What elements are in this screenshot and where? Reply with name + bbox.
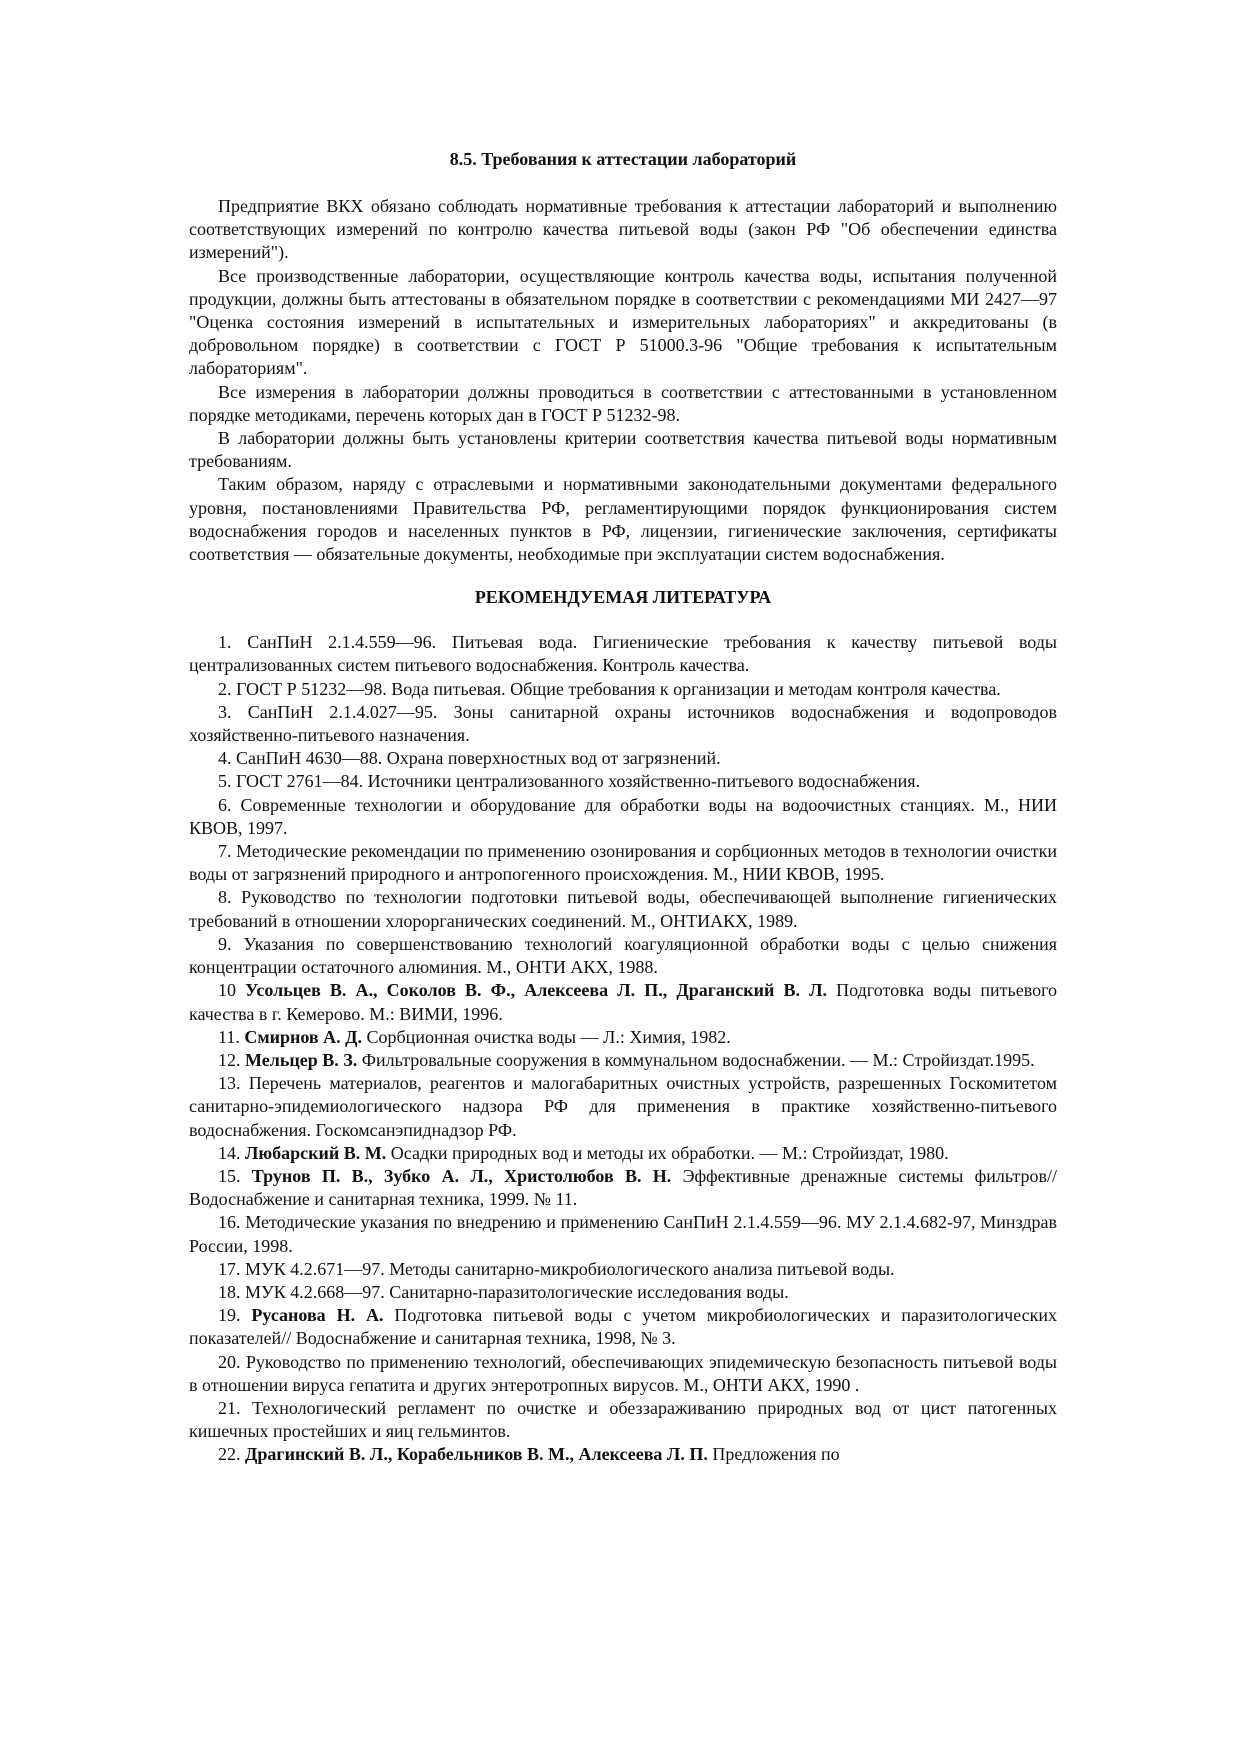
reference-text: Методические рекомендации по применению озонирования и сорбционных методов в технологии очистки воды от загрязнений природного и антропогенного происхождения. М., НИИ КВОВ, 1995. bbox=[189, 841, 1058, 885]
section-title: 8.5. Требования к аттестации лабораторий bbox=[449, 149, 797, 169]
reference-number: 17. bbox=[218, 1258, 241, 1279]
reference-item bbox=[189, 1397, 1057, 1443]
reference-text: Сорбционная очистка воды — Л.: Химия, 1982. bbox=[366, 1026, 731, 1047]
reference-item bbox=[189, 979, 1057, 1025]
reference-text: Фильтровальные сооружения в коммунальном водоснабжении. — М.: Стройиздат.1995. bbox=[361, 1049, 1035, 1070]
reference-item bbox=[189, 678, 1057, 701]
reference-number: 5. bbox=[218, 771, 232, 792]
paragraph: В лаборатории должны быть установлены критерии соответствия качества питьевой воды нормативным требованиям. bbox=[189, 428, 1057, 472]
reference-text: ГОСТ Р 51232—98. Вода питьевая. Общие требования к организации и методам контроля качества. bbox=[236, 678, 1001, 699]
reference-number: 14. bbox=[218, 1142, 241, 1163]
reference-item bbox=[189, 886, 1057, 932]
reference-number: 20. bbox=[218, 1351, 241, 1372]
reference-text: Подготовка питьевой воды с учетом микробиологических и паразитологических показателей// Водоснабжение и санитарная техника, 1998, № 3. bbox=[189, 1305, 1058, 1349]
reference-item bbox=[189, 1072, 1057, 1142]
reference-number: 11. bbox=[218, 1026, 240, 1047]
reference-authors: Усольцев В. А., Соколов В. Ф., Алексеева Л. П., Драганский В. Л. bbox=[245, 980, 828, 1001]
reference-item bbox=[189, 840, 1057, 886]
reference-authors: Русанова Н. А. bbox=[251, 1305, 384, 1326]
reference-text: СанПиН 4630—88. Охрана поверхностных вод от загрязнений. bbox=[236, 748, 721, 769]
reference-text: Руководство по технологии подготовки питьевой воды, обеспечивающей выполнение гигиенических требований в отношении хлорорганических соединений. М., ОНТИАКХ, 1989. bbox=[189, 887, 1057, 931]
reference-authors: Мельцер В. З. bbox=[245, 1049, 358, 1070]
reference-item bbox=[189, 1142, 1057, 1165]
reference-text: Эффективные дренажные системы фильтров// Водоснабжение и санитарная техника, 1999. № 11. bbox=[189, 1165, 1058, 1210]
reference-item bbox=[189, 1281, 1057, 1304]
reference-authors: Любарский В. М. bbox=[245, 1142, 387, 1163]
references-title: РЕКОМЕНДУЕМАЯ ЛИТЕРАТУРА bbox=[474, 587, 772, 608]
reference-item bbox=[189, 747, 1057, 770]
reference-text: МУК 4.2.668—97. Санитарно-паразитологические исследования воды. bbox=[245, 1281, 789, 1302]
section-body bbox=[189, 195, 1057, 566]
reference-text: Методические указания по внедрению и применению СанПиН 2.1.4.559—96. МУ 2.1.4.682-97, Минздрав России, 1998. bbox=[189, 1212, 1057, 1256]
reference-number: 13. bbox=[218, 1073, 241, 1094]
reference-item bbox=[189, 631, 1057, 677]
reference-item bbox=[189, 1165, 1057, 1211]
reference-text: Современные технологии и оборудование для обработки воды на водоочистных станциях. М., НИИ КВОВ, 1997. bbox=[189, 794, 1057, 838]
references-list bbox=[189, 631, 1057, 1466]
reference-number: 15. bbox=[218, 1165, 241, 1186]
reference-number: 10 bbox=[218, 980, 236, 1001]
reference-number: 16. bbox=[218, 1212, 241, 1233]
reference-item bbox=[189, 1026, 1057, 1049]
reference-item bbox=[189, 1351, 1057, 1397]
paragraph: Предприятие ВКХ обязано соблюдать нормативные требования к аттестации лабораторий и выполнению соответствующих измерений по контролю качества питьевой воды (закон РФ "Об обеспечении единства измерений"). bbox=[189, 196, 1057, 263]
reference-authors: Смирнов А. Д. bbox=[244, 1026, 363, 1047]
reference-number: 6. bbox=[218, 794, 232, 815]
reference-number: 22. bbox=[218, 1444, 241, 1465]
reference-item bbox=[189, 770, 1057, 793]
reference-number: 2. bbox=[218, 678, 232, 699]
reference-text: ГОСТ 2761—84. Источники централизованного хозяйственно-питьевого водоснабжения. bbox=[236, 771, 921, 792]
reference-number: 8. bbox=[218, 887, 232, 908]
reference-number: 19. bbox=[218, 1305, 241, 1326]
reference-number: 7. bbox=[218, 841, 232, 862]
reference-text: СанПиН 2.1.4.559—96. Питьевая вода. Гигиенические требования к качеству питьевой воды централизованных систем питьевого водоснабжения. Контроль качества. bbox=[189, 632, 1058, 676]
reference-number: 12. bbox=[218, 1049, 241, 1070]
reference-text: Перечень материалов, реагентов и малогабаритных очистных устройств, разрешенных Госкомитетом санитарно-эпидемиологического надзора РФ для применения в практике хозяйственно-питьевого водоснабжения. Госкомсанэпиднадзор РФ. bbox=[189, 1073, 1057, 1140]
reference-item bbox=[189, 1049, 1057, 1072]
reference-number: 1. bbox=[218, 632, 232, 653]
reference-text: СанПиН 2.1.4.027—95. Зоны санитарной охраны источников водоснабжения и водопроводов хозяйственно-питьевого назначения. bbox=[189, 701, 1057, 746]
reference-text: Осадки природных вод и методы их обработки. — М.: Стройиздат, 1980. bbox=[390, 1142, 949, 1163]
reference-number: 3. bbox=[218, 701, 232, 722]
reference-item bbox=[189, 1304, 1057, 1350]
reference-number: 18. bbox=[218, 1281, 241, 1302]
reference-item bbox=[189, 1258, 1057, 1281]
reference-text: Технологический регламент по очистке и обеззараживанию природных вод от цист патогенных кишечных простейших и яиц гельминтов. bbox=[189, 1397, 1058, 1442]
reference-text: Указания по совершенствованию технологий коагуляционной обработки воды с целью снижения концентрации остаточного алюминия. М., ОНТИ АКХ, 1988. bbox=[189, 933, 1058, 978]
reference-item bbox=[189, 701, 1057, 747]
reference-text: Подготовка воды питьевого качества в г. Кемерово. М.: ВИМИ, 1996. bbox=[189, 980, 1058, 1024]
reference-number: 21. bbox=[218, 1397, 241, 1418]
paragraph: Таким образом, наряду с отраслевыми и нормативными законодательными документами федерального уровня, постановлениями Правительства РФ, регламентирующими порядок функционирования систем водоснабжения городов и населенных пунктов в РФ, лицензии, гигиенические заключения, сертификаты соответствия — обязательные документы, необходимые при эксплуатации систем водоснабжения. bbox=[189, 474, 1057, 565]
reference-text: Руководство по применению технологий, обеспечивающих эпидемическую безопасность питьевой воды в отношении вируса гепатита и других энтеротропных вирусов. М., ОНТИ АКХ, 1990 . bbox=[189, 1351, 1057, 1395]
paragraph: Все производственные лаборатории, осуществляющие контроль качества воды, испытания полученной продукции, должны быть аттестованы в обязательном порядке в соответствии с рекомендациями МИ 2427—97 "Оценка состояния измерений в испытательных и измерительных лабораториях" и аккредитованы (в добровольном порядке) в соответствии с ГОСТ Р 51000.3-96 "Общие требования к испытательным лабораториям". bbox=[189, 265, 1057, 379]
reference-authors: Трунов П. В., Зубко А. Л., Христолюбов В. Н. bbox=[251, 1165, 672, 1186]
reference-item bbox=[189, 794, 1057, 840]
reference-number: 4. bbox=[218, 748, 232, 769]
reference-text: Предложения по bbox=[712, 1444, 840, 1465]
reference-item bbox=[189, 933, 1057, 979]
paragraph: Все измерения в лаборатории должны проводиться в соответствии с аттестованными в установленном порядке методиками, перечень которых дан в ГОСТ Р 51232-98. bbox=[189, 381, 1057, 425]
reference-text: МУК 4.2.671—97. Методы санитарно-микробиологического анализа питьевой воды. bbox=[245, 1258, 895, 1279]
reference-number: 9. bbox=[218, 933, 232, 954]
document-page bbox=[189, 148, 1057, 1467]
reference-item bbox=[189, 1443, 1057, 1466]
reference-item bbox=[189, 1211, 1057, 1257]
reference-authors: Драгинский В. Л., Корабельников В. М., Алексеева Л. П. bbox=[245, 1444, 708, 1465]
